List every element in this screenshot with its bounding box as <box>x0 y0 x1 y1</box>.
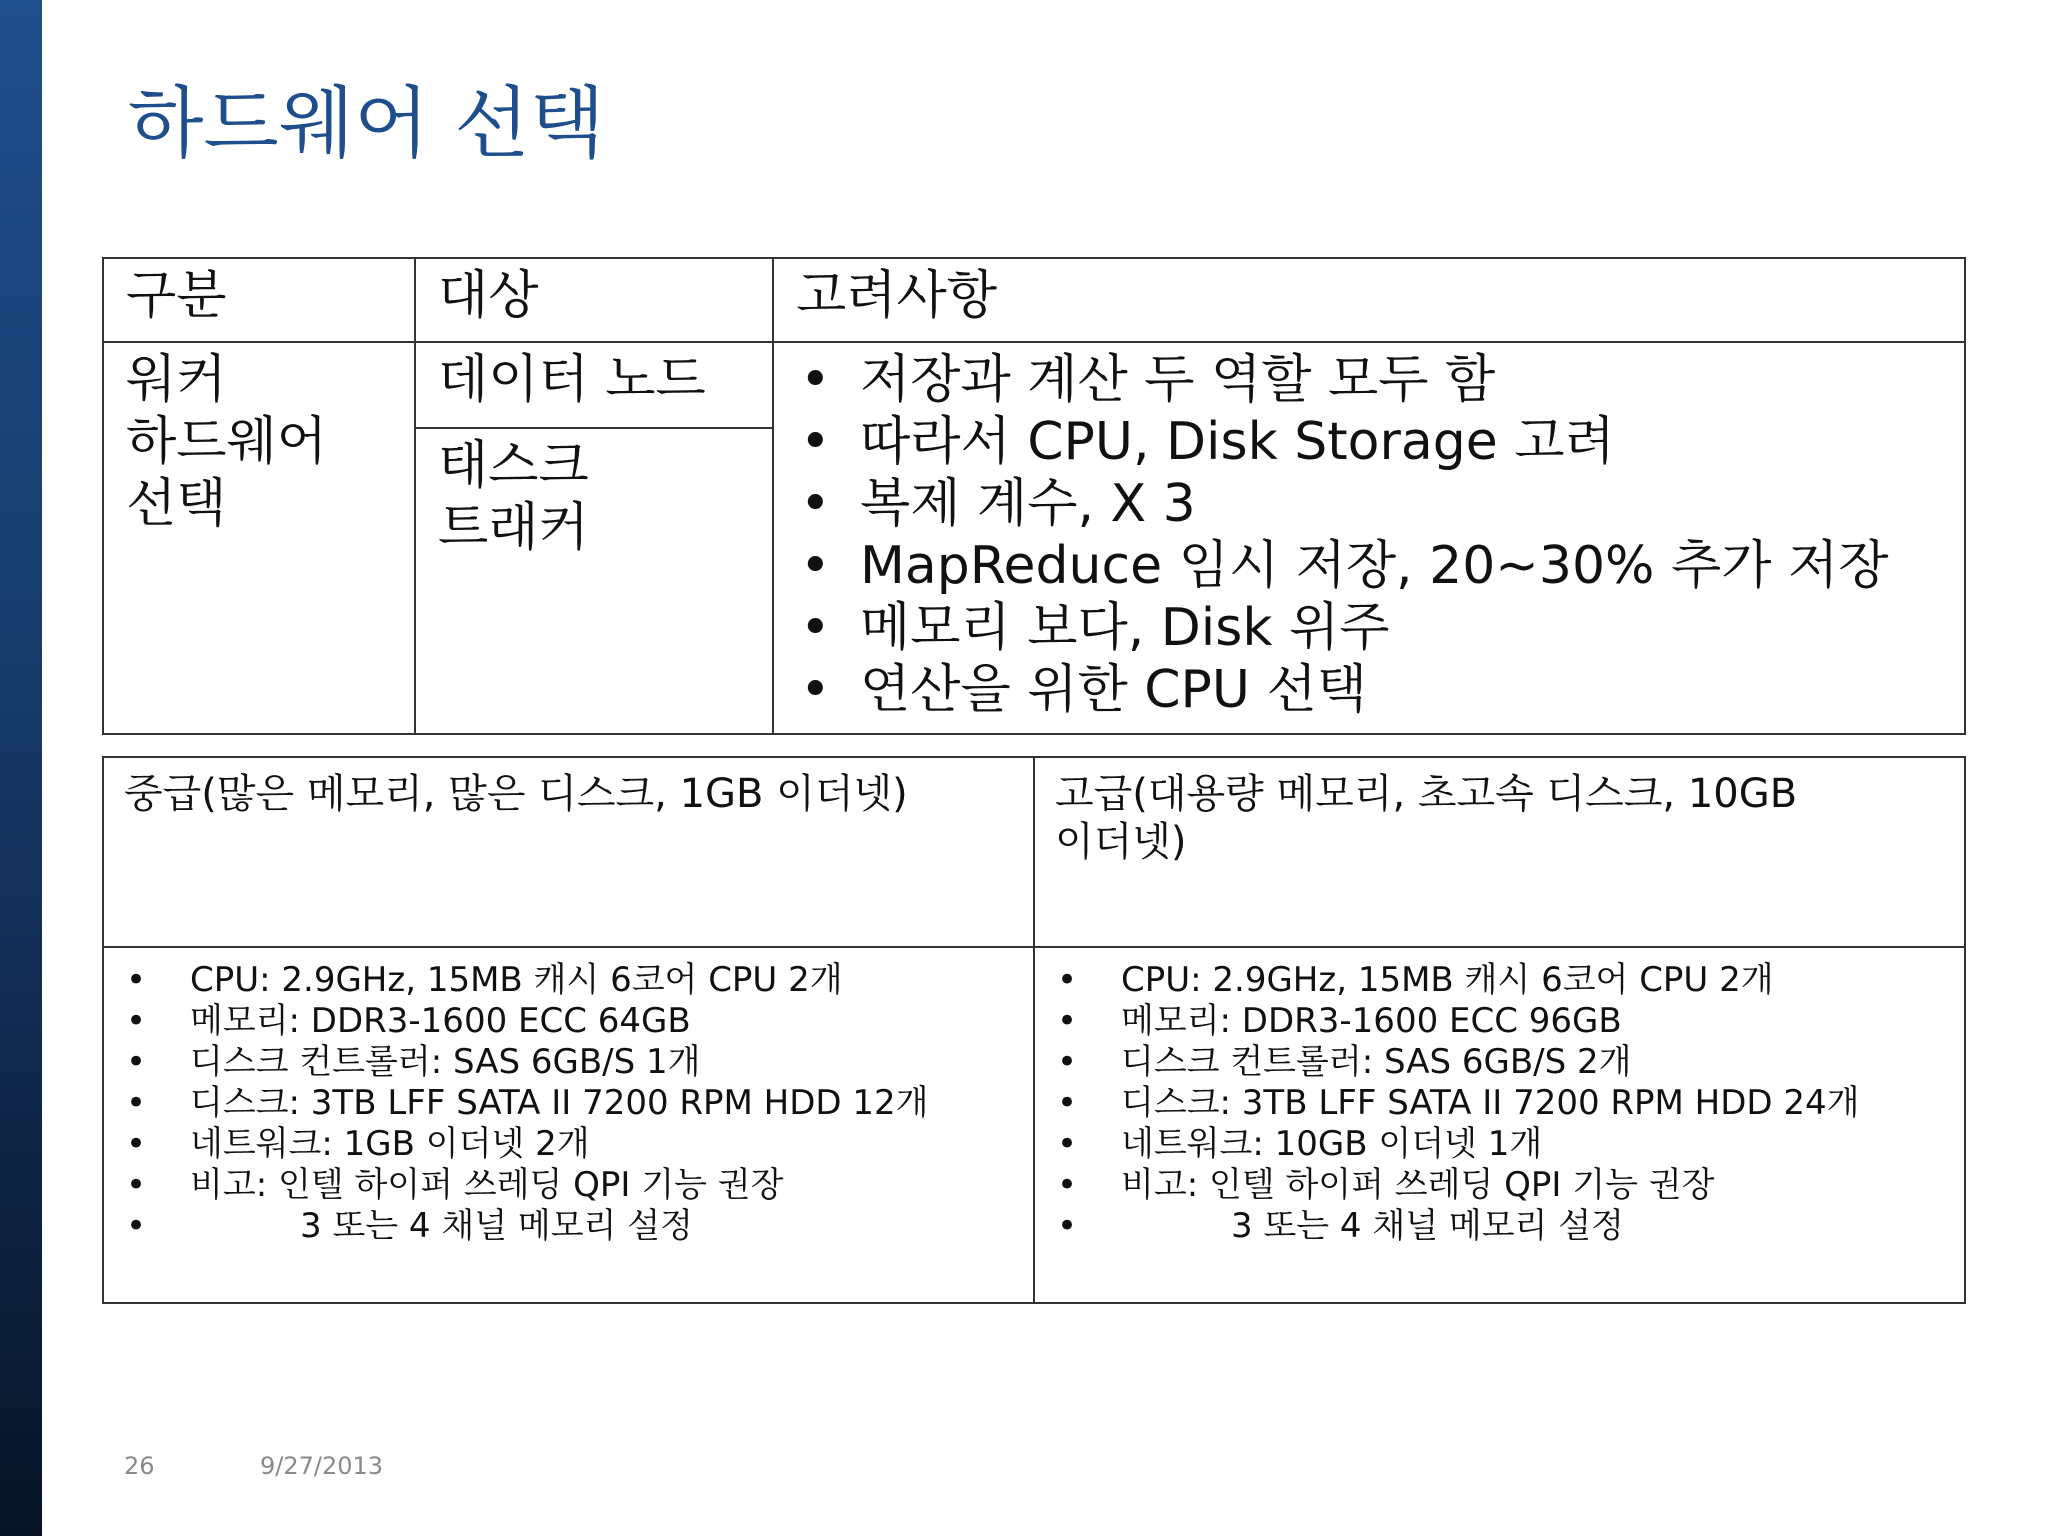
bullet-icon: • <box>126 1206 147 1246</box>
list-item: • 디스크 컨트롤러: SAS 6GB/S 1개 <box>126 1042 701 1082</box>
bullet-icon: • <box>1057 1124 1078 1164</box>
header-considerations: 고려사항 <box>773 258 1965 342</box>
target-task-tracker <box>415 428 773 734</box>
header-category: 구분 <box>103 258 415 342</box>
category-line: 선택 <box>126 474 227 534</box>
list-item: • 3 또는 4 채널 메모리 설정 <box>126 1206 693 1246</box>
high-tier-specs <box>1034 947 1965 1303</box>
target-line: 태스크 <box>438 436 589 496</box>
list-item: • 메모리 보다, Disk 위주 <box>800 598 1390 658</box>
target-data-node: 데이터 노드 <box>415 342 773 428</box>
category-line: 워커 <box>126 350 227 410</box>
list-item: • 저장과 계산 두 역할 모두 함 <box>800 350 1496 410</box>
mid-spec-list <box>124 960 1013 1247</box>
list-item: • 복제 계수, X 3 <box>800 474 1196 534</box>
high-spec-list <box>1055 960 1944 1247</box>
list-item: • 디스크: 3TB LFF SATA II 7200 RPM HDD 24개 <box>1057 1083 1860 1123</box>
list-item: • MapReduce 임시 저장, 20~30% 추가 저장 <box>800 536 1889 596</box>
bullet-icon: • <box>1057 960 1078 1000</box>
header-target: 대상 <box>415 258 773 342</box>
hardware-spec-table <box>102 756 1966 1304</box>
bullet-icon: • <box>126 1083 147 1123</box>
target-line: 트래커 <box>438 498 589 558</box>
list-item: • 3 또는 4 채널 메모리 설정 <box>1057 1206 1624 1246</box>
considerations-list <box>796 349 1944 721</box>
list-item: • 디스크: 3TB LFF SATA II 7200 RPM HDD 12개 <box>126 1083 929 1123</box>
bullet-icon: • <box>126 1001 147 1041</box>
considerations-table <box>102 257 1966 735</box>
mid-tier-header: 중급(많은 메모리, 많은 디스크, 1GB 이더넷) <box>103 757 1034 947</box>
category-line: 하드웨어 <box>126 412 327 472</box>
considerations-cell <box>773 342 1965 734</box>
list-item: • CPU: 2.9GHz, 15MB 캐시 6코어 CPU 2개 <box>1057 960 1774 1000</box>
list-item: • 비고: 인텔 하이퍼 쓰레딩 QPI 기능 권장 <box>1057 1165 1715 1205</box>
page-number: 26 <box>124 1452 155 1480</box>
slide-date: 9/27/2013 <box>260 1452 384 1480</box>
bullet-icon: • <box>1057 1001 1078 1041</box>
bullet-icon: • <box>800 474 831 534</box>
list-item: • 메모리: DDR3-1600 ECC 96GB <box>1057 1001 1622 1041</box>
spec-body-row <box>103 947 1965 1303</box>
bullet-icon: • <box>126 1042 147 1082</box>
bullet-icon: • <box>800 598 831 658</box>
bullet-icon: • <box>1057 1042 1078 1082</box>
list-item: • 디스크 컨트롤러: SAS 6GB/S 2개 <box>1057 1042 1632 1082</box>
bullet-icon: • <box>800 412 831 472</box>
bullet-icon: • <box>1057 1165 1078 1205</box>
list-item: • 연산을 위한 CPU 선택 <box>800 660 1367 720</box>
bullet-icon: • <box>1057 1083 1078 1123</box>
list-item: • 네트워크: 1GB 이더넷 2개 <box>126 1124 590 1164</box>
bullet-icon: • <box>1057 1206 1078 1246</box>
list-item: • 네트워크: 10GB 이더넷 1개 <box>1057 1124 1543 1164</box>
spec-header-row <box>103 757 1965 947</box>
bullet-icon: • <box>126 1165 147 1205</box>
table-row <box>103 342 1965 428</box>
bullet-icon: • <box>800 660 831 720</box>
bullet-icon: • <box>800 536 831 596</box>
category-cell <box>103 342 415 734</box>
list-item: • 비고: 인텔 하이퍼 쓰레딩 QPI 기능 권장 <box>126 1165 784 1205</box>
bullet-icon: • <box>126 1124 147 1164</box>
bullet-icon: • <box>126 960 147 1000</box>
high-tier-header: 고급(대용량 메모리, 초고속 디스크, 10GB 이더넷) <box>1034 757 1965 947</box>
bullet-icon: • <box>800 350 831 410</box>
list-item: • CPU: 2.9GHz, 15MB 캐시 6코어 CPU 2개 <box>126 960 843 1000</box>
list-item: • 메모리: DDR3-1600 ECC 64GB <box>126 1001 691 1041</box>
slide-title: 하드웨어 선택 <box>128 79 605 169</box>
mid-tier-specs <box>103 947 1034 1303</box>
table-header-row <box>103 258 1965 342</box>
list-item: • 따라서 CPU, Disk Storage 고려 <box>800 412 1615 472</box>
side-accent-bar <box>0 0 42 1536</box>
